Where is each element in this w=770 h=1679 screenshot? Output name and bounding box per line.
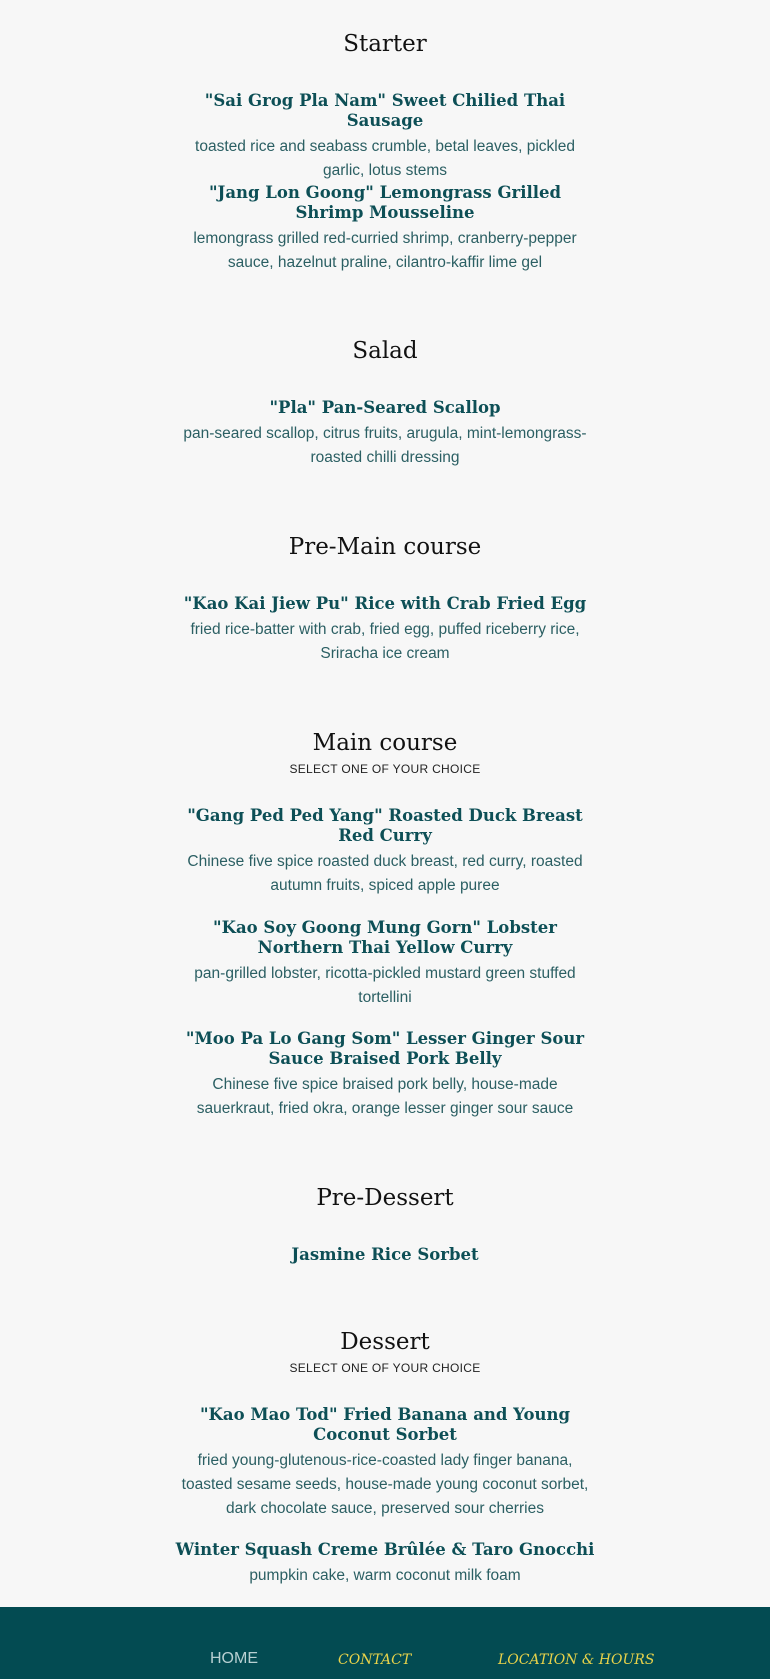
- section-subtitle: SELECT ONE OF YOUR CHOICE: [289, 762, 481, 776]
- dish-name: "Gang Ped Ped Yang" Roasted Duck Breast Red Curry: [187, 806, 583, 845]
- menu-item: [175, 594, 595, 666]
- dish-description: lemongrass grilled red-curried shrimp, cranberry-pepper sauce, hazelnut praline, cilantro-kaffir lime gel: [193, 230, 577, 271]
- menu-item: [175, 1029, 595, 1121]
- section-starter: [0, 29, 770, 59]
- dish-name: "Kao Mao Tod" Fried Banana and Young Coconut Sorbet: [199, 1405, 571, 1444]
- section-title: Pre-Main course: [288, 534, 482, 560]
- dish-description: Chinese five spice roasted duck breast, red curry, roasted autumn fruits, spiced apple puree: [187, 853, 583, 894]
- dish-description: fried young-glutenous-rice-coasted lady finger banana, toasted sesame seeds, house-made young coconut sorbet, dark chocolate sauce, preserved sour cherries: [181, 1452, 589, 1517]
- nav-link-location-hours[interactable]: LOCATION & HOURS: [498, 1652, 655, 1668]
- dish-name: "Kao Soy Goong Mung Gorn" Lobster Northern Thai Yellow Curry: [213, 918, 557, 957]
- section-dessert: [0, 1327, 770, 1375]
- section-pre-dessert: [0, 1183, 770, 1213]
- dish-description: toasted rice and seabass crumble, betal leaves, pickled garlic, lotus stems: [195, 138, 575, 179]
- dish-name: "Kao Kai Jiew Pu" Rice with Crab Fried Egg: [183, 594, 587, 613]
- section-title: Main course: [312, 730, 458, 756]
- footer-nav: [0, 1607, 770, 1679]
- section-title: Starter: [343, 31, 427, 57]
- menu-item: [175, 398, 595, 470]
- section-salad: [0, 336, 770, 366]
- nav-link-contact[interactable]: CONTACT: [338, 1652, 412, 1668]
- menu-item: [175, 1540, 595, 1588]
- menu-item: [175, 806, 595, 898]
- menu-item: [175, 183, 595, 275]
- dish-name: "Jang Lon Goong" Lemongrass Grilled Shrimp Mousseline: [208, 183, 562, 222]
- menu-item: [175, 91, 595, 183]
- dish-description: fried rice-batter with crab, fried egg, puffed riceberry rice, Sriracha ice cream: [190, 621, 580, 662]
- section-title: Dessert: [340, 1329, 430, 1355]
- dish-name: "Moo Pa Lo Gang Som" Lesser Ginger Sour Sauce Braised Pork Belly: [185, 1029, 585, 1068]
- dish-name: Winter Squash Creme Brûlée & Taro Gnocchi: [175, 1540, 595, 1559]
- dish-description: pan-grilled lobster, ricotta-pickled mustard green stuffed tortellini: [194, 965, 576, 1006]
- dish-name: "Pla" Pan-Seared Scallop: [269, 398, 501, 417]
- dish-description: pan-seared scallop, citrus fruits, arugula, mint-lemongrass-roasted chilli dressing: [183, 425, 587, 466]
- section-main-course: [0, 728, 770, 776]
- menu-item: [175, 1405, 595, 1521]
- section-title: Pre-Dessert: [316, 1185, 454, 1211]
- dish-description: pumpkin cake, warm coconut milk foam: [249, 1567, 521, 1584]
- section-pre-main-course: [0, 532, 770, 562]
- dish-description: Chinese five spice braised pork belly, house-made sauerkraut, fried okra, orange lesser ginger sour sauce: [196, 1076, 574, 1117]
- menu-item: [175, 1245, 595, 1265]
- section-title: Salad: [352, 338, 418, 364]
- section-subtitle: SELECT ONE OF YOUR CHOICE: [289, 1361, 481, 1375]
- nav-link-home[interactable]: HOME: [210, 1650, 258, 1667]
- dish-name: Jasmine Rice Sorbet: [291, 1245, 479, 1264]
- menu-item: [175, 918, 595, 1010]
- dish-name: "Sai Grog Pla Nam" Sweet Chilied Thai Sausage: [204, 91, 566, 130]
